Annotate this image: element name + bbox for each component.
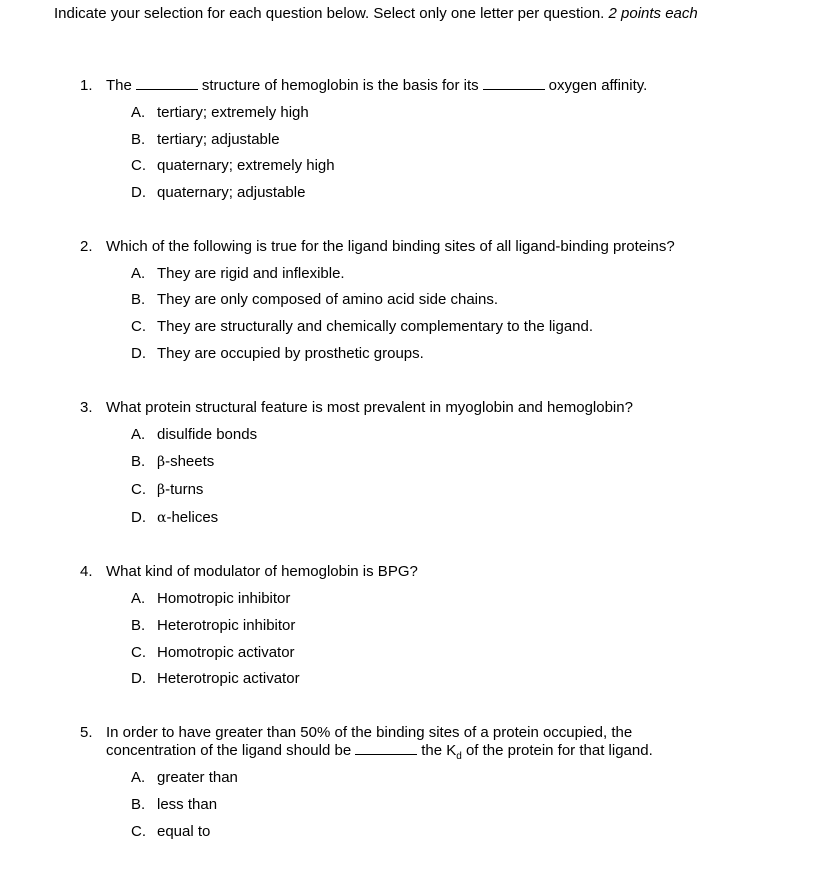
- option-text: β-turns: [157, 481, 204, 498]
- question-text: What kind of modulator of hemoglobin is BPG?: [106, 563, 418, 580]
- option-letter: D.: [131, 345, 146, 362]
- option-letter: C.: [131, 644, 146, 661]
- question-number: 3.: [80, 399, 93, 416]
- option-letter: B.: [131, 796, 146, 813]
- option-a[interactable]: [131, 265, 345, 283]
- option-d[interactable]: [131, 345, 424, 363]
- option-text: quaternary; adjustable: [157, 184, 306, 201]
- option-text: Heterotropic activator: [157, 670, 300, 687]
- option-b[interactable]: [131, 131, 280, 149]
- option-letter: D.: [131, 184, 146, 201]
- option-letter: A.: [131, 590, 146, 607]
- option-c[interactable]: [131, 481, 203, 499]
- question-text: Which of the following is true for the ligand binding sites of all ligand-binding proteins?: [106, 238, 675, 255]
- option-letter: B.: [131, 453, 146, 470]
- question-number: 4.: [80, 563, 93, 580]
- option-text: equal to: [157, 823, 211, 840]
- option-a[interactable]: [131, 426, 257, 444]
- alpha-symbol: α: [157, 510, 167, 526]
- option-text: Heterotropic inhibitor: [157, 617, 296, 634]
- option-letter: B.: [131, 131, 146, 148]
- question-text: In order to have greater than 50% of the binding sites of a protein occupied, the concentration of the ligand should be the $K_d$ of the protein for that ligand.: [106, 724, 653, 762]
- option-letter: C.: [131, 823, 146, 840]
- question-number: 5.: [80, 724, 93, 741]
- option-d[interactable]: [131, 670, 300, 688]
- option-letter: A.: [131, 265, 146, 282]
- option-c[interactable]: [131, 318, 593, 336]
- option-letter: D.: [131, 509, 146, 526]
- option-c[interactable]: [131, 157, 335, 175]
- answer-blank: [483, 77, 545, 90]
- option-letter: C.: [131, 318, 146, 335]
- option-a[interactable]: [131, 590, 290, 608]
- question-text: What protein structural feature is most prevalent in myoglobin and hemoglobin?: [106, 399, 633, 416]
- question-3: [80, 399, 780, 526]
- option-text: tertiary; extremely high: [157, 104, 309, 121]
- option-text: quaternary; extremely high: [157, 157, 335, 174]
- question-5: [80, 724, 780, 840]
- option-letter: C.: [131, 481, 146, 498]
- instructions-text: Indicate your selection for each question below. Select only one letter per question.: [54, 5, 605, 22]
- option-letter: C.: [131, 157, 146, 174]
- beta-symbol: β: [157, 482, 166, 498]
- option-letter: B.: [131, 291, 146, 308]
- answer-blank: [355, 742, 417, 755]
- option-text: Homotropic inhibitor: [157, 590, 291, 607]
- beta-symbol: β: [157, 454, 166, 470]
- option-text: greater than: [157, 769, 238, 786]
- option-d[interactable]: [131, 184, 305, 202]
- option-b[interactable]: [131, 617, 295, 635]
- points-note: 2 points each: [608, 5, 698, 22]
- option-b[interactable]: [131, 291, 498, 309]
- option-letter: A.: [131, 769, 146, 786]
- question-text: The structure of hemoglobin is the basis for its oxygen affinity.: [106, 77, 648, 94]
- option-b[interactable]: [131, 453, 214, 471]
- option-a[interactable]: [131, 104, 309, 122]
- option-letter: B.: [131, 617, 146, 634]
- option-text: They are structurally and chemically complementary to the ligand.: [157, 318, 594, 335]
- option-letter: A.: [131, 104, 146, 121]
- option-b[interactable]: [131, 796, 217, 814]
- question-1: [80, 77, 780, 201]
- option-text: less than: [157, 796, 218, 813]
- instructions: [54, 5, 754, 23]
- option-text: α-helices: [157, 509, 219, 526]
- question-2: [80, 238, 780, 362]
- option-a[interactable]: [131, 769, 238, 787]
- option-d[interactable]: [131, 509, 218, 527]
- option-letter: D.: [131, 670, 146, 687]
- option-text: Homotropic activator: [157, 644, 295, 661]
- question-number: 2.: [80, 238, 93, 255]
- option-letter: A.: [131, 426, 146, 443]
- option-c[interactable]: [131, 823, 210, 841]
- question-number: 1.: [80, 77, 93, 94]
- answer-blank: [136, 77, 198, 90]
- option-text: β-sheets: [157, 453, 215, 470]
- option-text: They are rigid and inflexible.: [157, 265, 345, 282]
- question-4: [80, 563, 780, 687]
- option-text: They are occupied by prosthetic groups.: [157, 345, 424, 362]
- option-text: They are only composed of amino acid side chains.: [157, 291, 499, 308]
- option-text: tertiary; adjustable: [157, 131, 280, 148]
- option-text: disulfide bonds: [157, 426, 258, 443]
- option-c[interactable]: [131, 644, 295, 662]
